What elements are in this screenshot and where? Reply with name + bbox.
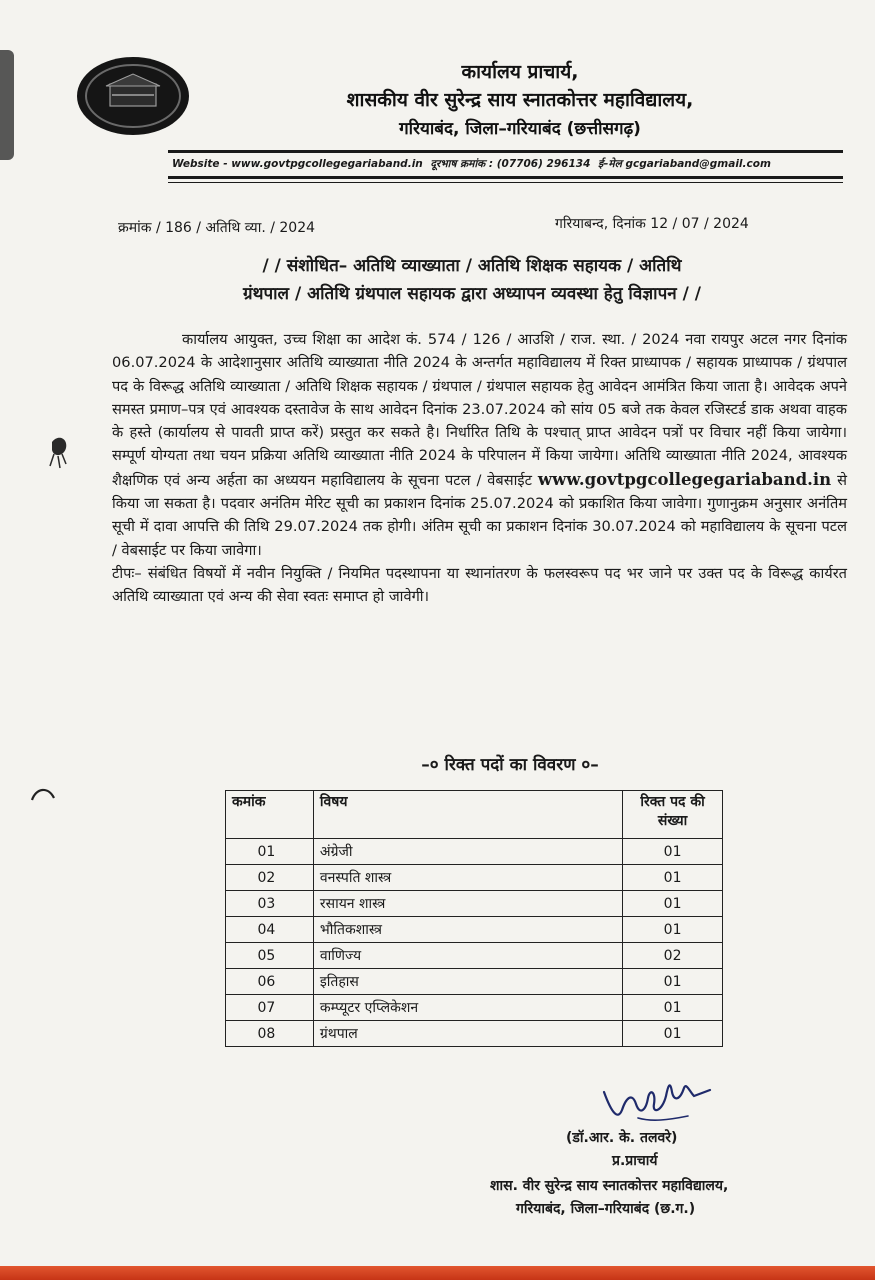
cell-count: 01 [623, 891, 723, 917]
table-header-row [226, 791, 723, 839]
notice-body [112, 328, 847, 609]
subject-line-1: / / संशोधित– अतिथि व्याख्याता / अतिथि शिक्षक सहायक / अतिथि [262, 256, 682, 276]
column-header-count: रिक्त पद की संख्या [623, 791, 723, 839]
cell-serial: 01 [226, 839, 314, 865]
table-row [226, 865, 723, 891]
table-row [226, 891, 723, 917]
cell-subject: ग्रंथपाल [313, 1021, 622, 1047]
body-paragraph-part2: से किया जा सकता है। पदवार अनंतिम मेरिट सूची का प्रकाशन दिनांक 25.07.2024 को प्रकाशित किया जावेगा। गुणानुक्रम अनुसार अनंतिम सूची में दावा आपत्ति की तिथि 29.07.2024 तक होगी। अंतिम सूची का प्रकाशन दिनांक 30.07.2024 को महाविद्यालय के सूचना पटल / वेबसाईट पर किया जावेगा। [112, 471, 847, 559]
column-header-subject: विषय [313, 791, 622, 839]
phone-text: दूरभाष क्रमांक : (07706) 296134 [430, 158, 591, 170]
table-row [226, 1021, 723, 1047]
table-row [226, 969, 723, 995]
ink-curl-mark [30, 784, 58, 806]
table-row [226, 917, 723, 943]
cell-subject: कम्प्यूटर एप्लिकेशन [313, 995, 622, 1021]
cell-count: 02 [623, 943, 723, 969]
body-paragraph-part1: कार्यालय आयुक्त, उच्च शिक्षा का आदेश कं. 574 / 126 / आउशि / राज. स्था. / 2024 नवा रायपुर अटल नगर दिनांक 06.07.2024 के आदेशानुसार अतिथि व्याख्याता नीति 2024 के अन्तर्गत महाविद्यालय में रिक्त प्राध्यापक / सहायक प्राध्यापक / ग्रंथपाल पद के विरूद्ध अतिथि व्याख्याता / अतिथि शिक्षक सहायक / ग्रंथपाल / ग्रंथपाल सहायक हेतु आवेदन आमंत्रित किया जाता है। आवेदक अपने समस्त प्रमाण–पत्र एवं आवश्यक दस्तावेज के साथ आवेदन दिनांक 23.07.2024 को सांय 05 बजे तक केवल रजिस्टर्ड डाक अथवा वाहक के हस्ते (कार्यालय से पावती प्राप्त करें) प्रस्तुत कर सकते है। निर्धारित तिथि के पश्चात् प्राप्त आवेदन पत्रों पर विचार नहीं किया जायेगा। सम्पूर्ण योग्यता तथा चयन प्रक्रिया अतिथि व्याख्याता नीति 2024 के परिपालन में किया जायेगा। अतिथि व्याख्याता नीति 2024, आवश्यक शैक्षणिक एवं अन्य अर्हता का अध्ययन महाविद्यालय के सूचना पटल / वेबसाईट [112, 331, 847, 489]
subject-line-2: ग्रंथपाल / अतिथि ग्रंथपाल सहायक द्वारा अध्यापन व्यवस्था हेतु विज्ञापन / / [243, 284, 701, 304]
college-name: शासकीय वीर सुरेन्द्र साय स्नातकोत्तर महाविद्यालय, [346, 89, 694, 111]
column-header-serial: कमांक [226, 791, 314, 839]
cell-serial: 07 [226, 995, 314, 1021]
office-title: कार्यालय प्राचार्य, [461, 61, 579, 83]
signatory-location: गरियाबंद, जिला–गरियाबंद (छ.ग.) [516, 1201, 696, 1217]
contact-line [172, 157, 832, 171]
cell-count: 01 [623, 995, 723, 1021]
cell-subject: वाणिज्य [313, 943, 622, 969]
signatory-designation: प्र.प्राचार्य [612, 1153, 658, 1169]
cell-count: 01 [623, 1021, 723, 1047]
college-logo [76, 56, 190, 136]
website-text: Website - www.govtpgcollegegariaband.in [172, 158, 423, 170]
place-date: गरियाबन्द, दिनांक 12 / 07 / 2024 [555, 216, 749, 232]
table-row [226, 839, 723, 865]
subject-heading [112, 252, 832, 308]
cell-count: 01 [623, 917, 723, 943]
college-address: गरियाबंद, जिला–गरियाबंद (छत्तीसगढ़) [399, 119, 641, 139]
website-url: www.govtpgcollegegariaband.in [537, 469, 832, 489]
cell-subject: भौतिकशास्त्र [313, 917, 622, 943]
signatory-name: (डॉ.आर. के. तलवरे) [566, 1130, 678, 1146]
vacancy-table [225, 790, 723, 1047]
scan-bottom-edge [0, 1266, 875, 1280]
handwritten-signature [598, 1070, 713, 1128]
cell-serial: 08 [226, 1021, 314, 1047]
scan-edge-shadow [0, 50, 14, 160]
ink-speck-mark [44, 432, 72, 472]
cell-serial: 02 [226, 865, 314, 891]
cell-count: 01 [623, 865, 723, 891]
header-rule-mid [168, 176, 843, 179]
cell-subject: वनस्पति शास्त्र [313, 865, 622, 891]
header-rule-bottom [168, 182, 843, 183]
cell-count: 01 [623, 839, 723, 865]
table-row [226, 943, 723, 969]
cell-subject: इतिहास [313, 969, 622, 995]
cell-serial: 06 [226, 969, 314, 995]
cell-serial: 04 [226, 917, 314, 943]
table-row [226, 995, 723, 1021]
header-rule-top [168, 150, 843, 153]
reference-number: क्रमांक / 186 / अतिथि व्या. / 2024 [118, 220, 316, 236]
signatory-institution: शास. वीर सुरेन्द्र साय स्नातकोत्तर महाविद्यालय, [490, 1178, 729, 1194]
cell-serial: 05 [226, 943, 314, 969]
email-text: ई–मेल gcgariaband@gmail.com [598, 158, 771, 170]
body-note: टीपः– संबंधित विषयों में नवीन नियुक्ति / नियमित पदस्थापना या स्थानांतरण के फलस्वरूप पद भर जाने पर उक्त पद के विरूद्ध कार्यरत अतिथि व्याख्याता एवं अन्य की सेवा स्वतः समाप्त हो जावेगी। [112, 564, 847, 606]
cell-count: 01 [623, 969, 723, 995]
cell-subject: अंग्रेजी [313, 839, 622, 865]
cell-serial: 03 [226, 891, 314, 917]
cell-subject: रसायन शास्त्र [313, 891, 622, 917]
vacancy-title: –० रिक्त पदों का विवरण ०– [421, 755, 599, 775]
